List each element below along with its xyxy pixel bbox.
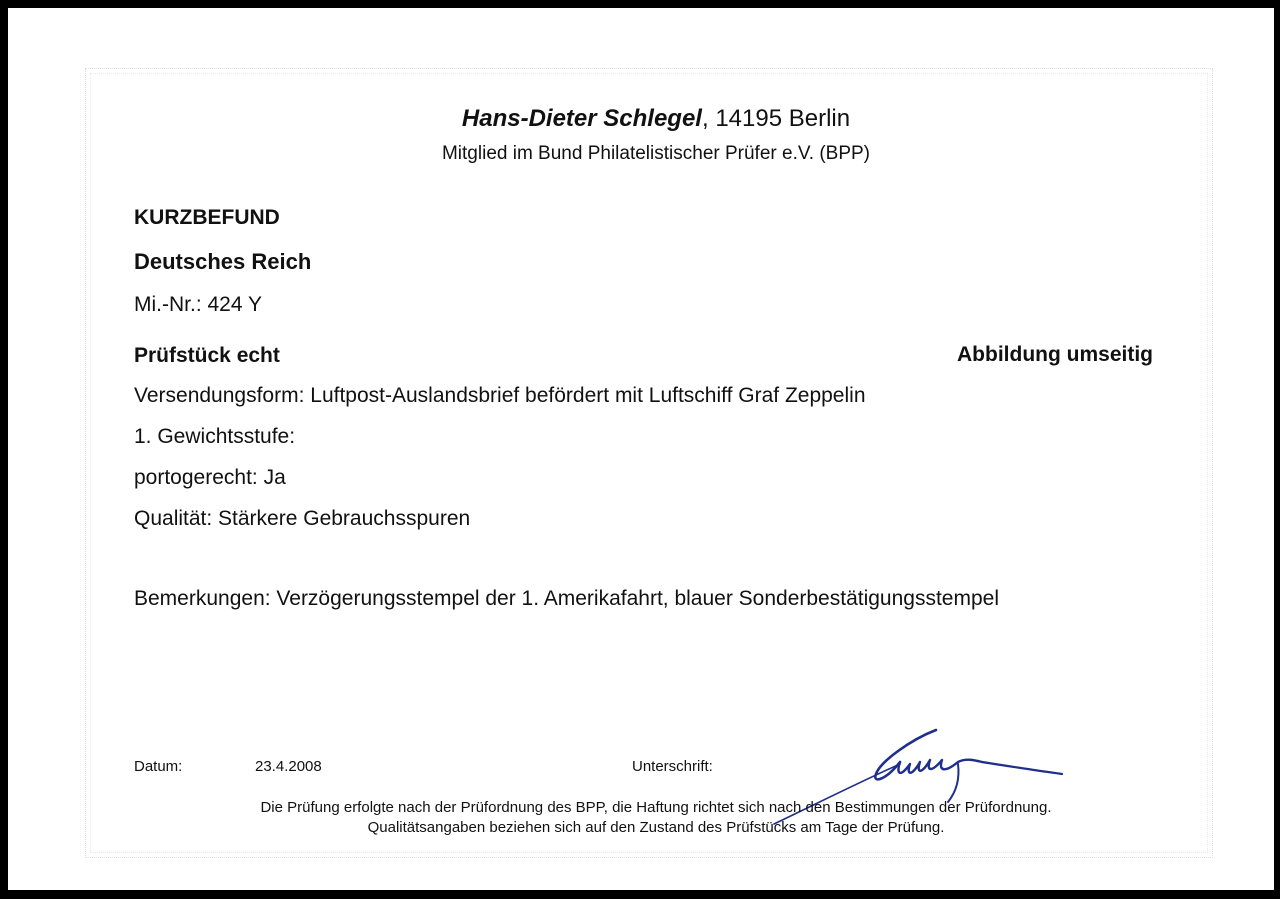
catalog-number: Mi.-Nr.: 424 Y — [134, 293, 262, 316]
date-label: Datum: — [134, 758, 183, 775]
weight-class: 1. Gewichtsstufe: — [134, 425, 296, 448]
shipping-form: Versendungsform: Luftpost-Auslandsbrief befördert mit Luftschiff Graf Zeppelin — [134, 384, 866, 407]
verdict: Prüfstück echt — [134, 344, 280, 367]
signature-label: Unterschrift: — [632, 758, 713, 775]
examiner-header — [0, 104, 1280, 134]
postage-correct: portogerecht: Ja — [134, 466, 286, 489]
remarks: Bemerkungen: Verzögerungsstempel der 1. Amerikafahrt, blauer Sonderbestätigungsstempel — [134, 587, 999, 610]
report-region: Deutsches Reich — [134, 249, 312, 274]
report-title: KURZBEFUND — [134, 206, 280, 229]
footer-liability-note: Die Prüfung erfolgte nach der Prüfordnung des BPP, die Haftung richtet sich nach den Bestimmungen der Prüfordnung. — [260, 799, 1052, 816]
footer-quality-note: Qualitätsangaben beziehen sich auf den Zustand des Prüfstücks am Tage der Prüfung. — [367, 819, 945, 836]
examiner-membership: Mitglied im Bund Philatelistischer Prüfer e.V. (BPP) — [441, 143, 871, 164]
image-note: Abbildung umseitig — [957, 343, 1153, 366]
examiner-name: Hans-Dieter Schlegel — [461, 105, 702, 132]
quality: Qualität: Stärkere Gebrauchsspuren — [134, 507, 471, 530]
date-value: 23.4.2008 — [255, 758, 322, 775]
examiner-address: , 14195 Berlin — [701, 105, 851, 132]
